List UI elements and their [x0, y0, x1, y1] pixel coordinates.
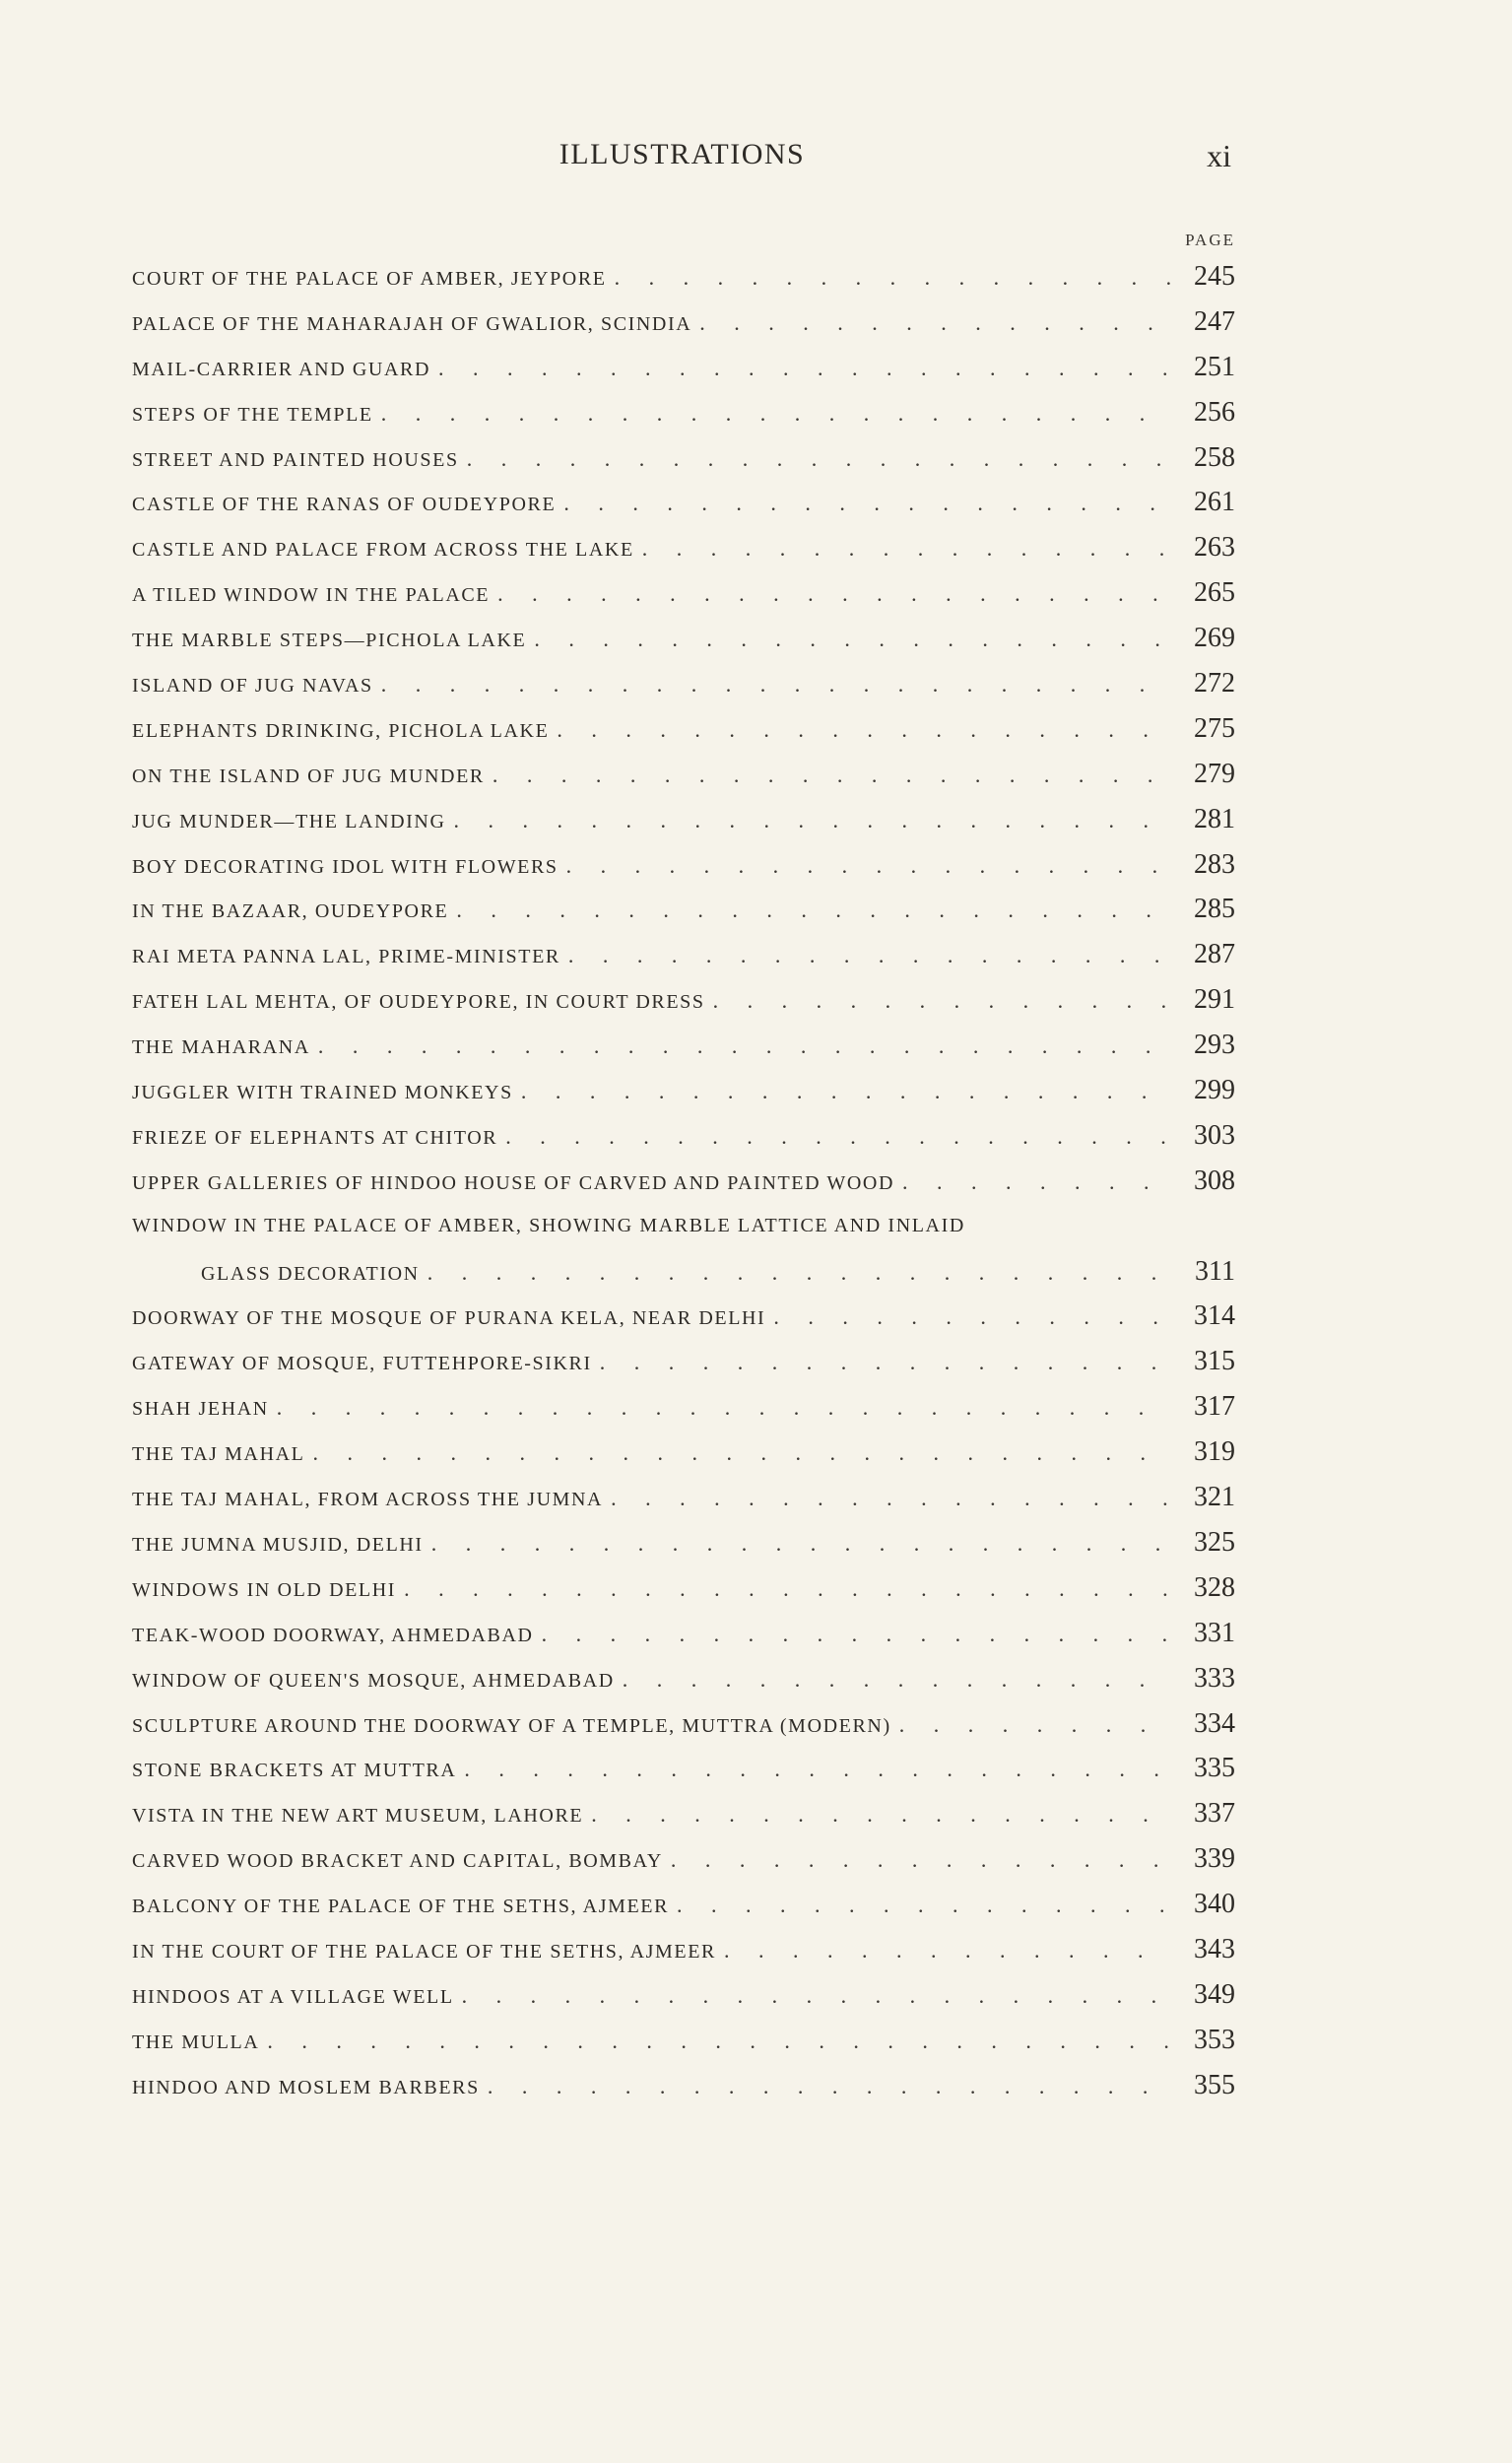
dot-leader [396, 1566, 1172, 1612]
illustration-title: WINDOW OF QUEEN'S MOSQUE, AHMEDABAD [132, 1669, 615, 1692]
running-head [0, 138, 1512, 177]
page-folio: xi [1207, 138, 1231, 173]
illustration-entry [132, 254, 1235, 300]
illustration-page-number: 283 [1194, 848, 1235, 880]
illustration-page-number: 299 [1194, 1075, 1235, 1106]
illustration-title: CASTLE OF THE RANAS OF OUDEYPORE [132, 494, 557, 516]
illustration-title: IN THE BAZAAR, OUDEYPORE [132, 900, 449, 923]
illustration-entry [132, 480, 1235, 525]
illustration-page-number: 247 [1194, 305, 1235, 337]
dot-leader [526, 617, 1172, 662]
dot-leader [691, 300, 1172, 346]
illustration-page-number: 334 [1194, 1707, 1235, 1739]
illustration-page-number: 317 [1194, 1391, 1235, 1423]
illustration-page-number: 340 [1194, 1889, 1235, 1920]
dot-leader [603, 1476, 1172, 1521]
illustration-page-number: 279 [1194, 758, 1235, 789]
illustration-title: CASTLE AND PALACE FROM ACROSS THE LAKE [132, 539, 634, 562]
illustration-entry [132, 1656, 1235, 1701]
illustration-title: ON THE ISLAND OF JUG MUNDER [132, 765, 485, 787]
illustration-page-number: 325 [1194, 1526, 1235, 1558]
illustration-entry [132, 1882, 1235, 1927]
illustration-page-number: 308 [1194, 1165, 1235, 1196]
illustration-title: COURT OF THE PALACE OF AMBER, JEYPORE [132, 268, 607, 290]
illustration-title: THE JUMNA MUSJID, DELHI [132, 1533, 424, 1556]
dot-leader [420, 1250, 1172, 1296]
illustration-page-number: 258 [1194, 441, 1235, 473]
illustration-page-number: 314 [1194, 1300, 1235, 1332]
illustration-entry [132, 752, 1235, 797]
illustration-title: HINDOO AND MOSLEM BARBERS [132, 2076, 480, 2098]
illustration-entry [132, 2063, 1235, 2108]
illustration-entry [132, 1791, 1235, 1836]
illustration-entry [132, 390, 1235, 435]
illustration-entry [132, 1475, 1235, 1520]
dot-leader [615, 1657, 1172, 1702]
illustration-entry [132, 1746, 1235, 1791]
dot-leader [549, 707, 1172, 753]
illustration-entry [132, 706, 1235, 752]
illustration-title: VISTA IN THE NEW ART MUSEUM, LAHORE [132, 1805, 584, 1828]
illustration-entry [132, 932, 1235, 977]
dot-leader [485, 753, 1172, 798]
page-column-label: PAGE [1185, 231, 1235, 249]
illustration-title: IN THE COURT OF THE PALACE OF THE SETHS, AJMEER [132, 1940, 716, 1963]
illustration-page-number: 291 [1194, 984, 1235, 1016]
illustration-entry [132, 661, 1235, 706]
illustration-title: STREET AND PAINTED HOUSES [132, 448, 459, 471]
illustration-entry [132, 2018, 1235, 2063]
illustration-page-number: 339 [1194, 1843, 1235, 1875]
illustration-page-number: 269 [1194, 623, 1235, 654]
illustration-page-number: 281 [1194, 803, 1235, 834]
illustration-title: BOY DECORATING IDOL WITH FLOWERS [132, 855, 559, 878]
dot-leader [669, 1883, 1172, 1928]
illustration-title: STONE BRACKETS AT MUTTRA [132, 1760, 457, 1782]
illustration-page-number: 245 [1194, 261, 1235, 292]
dot-leader [497, 1114, 1172, 1160]
illustration-entry [132, 1565, 1235, 1611]
dot-leader [559, 843, 1172, 889]
illustration-page-number: 353 [1194, 2024, 1235, 2055]
illustration-title: ISLAND OF JUG NAVAS [132, 675, 373, 698]
illustration-title: UPPER GALLERIES OF HINDOO HOUSE OF CARVED AND PAINTED WOOD [132, 1171, 895, 1194]
dot-leader [534, 1612, 1172, 1657]
illustration-title: JUG MUNDER—THE LANDING [132, 810, 446, 832]
dot-leader [716, 1928, 1172, 1973]
illustration-entry [132, 1611, 1235, 1656]
illustration-page-number: 272 [1194, 668, 1235, 699]
dot-leader [560, 933, 1172, 978]
illustration-title: HINDOOS AT A VILLAGE WELL [132, 1985, 454, 2008]
dot-leader [480, 2064, 1172, 2109]
illustration-title: STEPS OF THE TEMPLE [132, 403, 373, 426]
dot-leader [454, 1973, 1172, 2019]
illustration-page-number: 275 [1194, 712, 1235, 744]
dot-leader [607, 255, 1172, 300]
illustration-title: JUGGLER WITH TRAINED MONKEYS [132, 1082, 513, 1104]
illustration-page-number: 263 [1194, 532, 1235, 564]
illustration-title: GLASS DECORATION [201, 1262, 420, 1285]
illustration-title: WINDOW IN THE PALACE OF AMBER, SHOWING MARBLE LATTICE AND INLAID [132, 1214, 965, 1236]
illustration-title: THE MAHARANA [132, 1036, 310, 1059]
illustration-title: DOORWAY OF THE MOSQUE OF PURANA KELA, NEAR DELHI [132, 1307, 766, 1330]
illustration-entry [132, 1339, 1235, 1384]
illustration-title: THE TAJ MAHAL [132, 1443, 305, 1466]
illustration-title: MAIL-CARRIER AND GUARD [132, 358, 430, 380]
illustration-entry [132, 1113, 1235, 1159]
illustration-page-number: 328 [1194, 1571, 1235, 1603]
dot-leader [705, 978, 1172, 1024]
illustration-entry [132, 345, 1235, 390]
dot-leader [583, 1792, 1172, 1837]
illustration-entry [132, 1384, 1235, 1430]
illustration-entry [132, 1701, 1235, 1747]
illustration-title: SCULPTURE AROUND THE DOORWAY OF A TEMPLE, MUTTRA (MODERN) [132, 1714, 891, 1737]
illustration-title: SHAH JEHAN [132, 1398, 269, 1421]
illustration-page-number: 293 [1194, 1030, 1235, 1061]
illustration-entry [132, 977, 1235, 1023]
dot-leader [448, 888, 1172, 933]
dot-leader [456, 1747, 1172, 1792]
illustration-entry [132, 1249, 1235, 1295]
illustration-entry [132, 1068, 1235, 1113]
dot-leader [765, 1295, 1172, 1340]
illustration-entry [132, 1159, 1235, 1204]
illustration-entry [132, 570, 1235, 616]
illustration-entry [132, 616, 1235, 661]
illustration-entry [132, 300, 1235, 345]
dot-leader [592, 1340, 1172, 1385]
dot-leader [310, 1024, 1172, 1069]
illustration-page-number: 321 [1194, 1482, 1235, 1513]
illustration-title: FRIEZE OF ELEPHANTS AT CHITOR [132, 1126, 498, 1149]
dot-leader [373, 391, 1172, 436]
illustration-entry [132, 842, 1235, 888]
illustration-page-number: 287 [1194, 939, 1235, 970]
illustration-title: ELEPHANTS DRINKING, PICHOLA LAKE [132, 719, 550, 742]
illustration-page-number: 315 [1194, 1346, 1235, 1377]
illustration-page-number: 355 [1194, 2069, 1235, 2100]
illustration-page-number: 333 [1194, 1662, 1235, 1694]
illustration-page-number: 285 [1194, 894, 1235, 925]
dot-leader [446, 798, 1172, 843]
dot-leader [490, 571, 1172, 617]
illustration-page-number: 319 [1194, 1436, 1235, 1468]
illustration-entry [132, 1927, 1235, 1972]
dot-leader [894, 1160, 1172, 1205]
illustration-title: CARVED WOOD BRACKET AND CAPITAL, BOMBAY [132, 1850, 663, 1873]
dot-leader [459, 436, 1172, 482]
dot-leader [424, 1521, 1172, 1566]
illustration-entry [132, 1294, 1235, 1339]
dot-leader [513, 1069, 1172, 1114]
illustration-list [132, 254, 1235, 2108]
illustration-page-number: 303 [1194, 1119, 1235, 1151]
dot-leader [634, 526, 1172, 571]
dot-leader [259, 2019, 1172, 2064]
dot-leader [556, 481, 1172, 526]
dot-leader [891, 1702, 1172, 1748]
illustration-entry [132, 525, 1235, 570]
illustration-title: THE MULLA [132, 2030, 260, 2053]
illustration-page-number: 261 [1194, 487, 1235, 518]
illustration-entry [132, 887, 1235, 932]
illustration-page-number: 343 [1194, 1933, 1235, 1964]
illustration-entry [132, 1972, 1235, 2018]
illustration-page-number: 331 [1194, 1617, 1235, 1648]
illustration-entry [132, 1204, 1235, 1249]
illustration-title: THE MARBLE STEPS—PICHOLA LAKE [132, 630, 527, 652]
dot-leader [663, 1837, 1172, 1883]
illustration-entry [132, 1430, 1235, 1475]
illustration-entry [132, 1836, 1235, 1882]
illustration-title: WINDOWS IN OLD DELHI [132, 1578, 397, 1601]
illustration-page-number: 349 [1194, 1978, 1235, 2010]
running-title: ILLUSTRATIONS [559, 138, 806, 170]
illustration-title: THE TAJ MAHAL, FROM ACROSS THE JUMNA [132, 1489, 604, 1511]
dot-leader [269, 1385, 1172, 1431]
illustration-title: PALACE OF THE MAHARAJAH OF GWALIOR, SCINDIA [132, 312, 692, 335]
illustration-title: GATEWAY OF MOSQUE, FUTTEHPORE-SIKRI [132, 1353, 592, 1375]
illustration-entry [132, 435, 1235, 481]
illustration-title: TEAK-WOOD DOORWAY, AHMEDABAD [132, 1624, 534, 1646]
illustration-entry [132, 797, 1235, 842]
illustration-page-number: 311 [1195, 1255, 1235, 1287]
dot-leader [373, 662, 1172, 707]
illustration-page-number: 265 [1194, 577, 1235, 609]
illustration-title: FATEH LAL MEHTA, OF OUDEYPORE, IN COURT DRESS [132, 991, 705, 1014]
dot-leader [305, 1431, 1173, 1476]
illustration-page-number: 251 [1194, 351, 1235, 382]
illustration-entry [132, 1023, 1235, 1068]
illustration-page-number: 256 [1194, 396, 1235, 428]
illustration-title: BALCONY OF THE PALACE OF THE SETHS, AJMEER [132, 1896, 670, 1918]
illustration-title: A TILED WINDOW IN THE PALACE [132, 584, 491, 607]
illustration-title: RAI META PANNA LAL, PRIME-MINISTER [132, 946, 560, 968]
illustration-page-number: 335 [1194, 1753, 1235, 1784]
illustration-entry [132, 1520, 1235, 1565]
dot-leader [430, 346, 1172, 391]
illustration-page-number: 337 [1194, 1798, 1235, 1830]
